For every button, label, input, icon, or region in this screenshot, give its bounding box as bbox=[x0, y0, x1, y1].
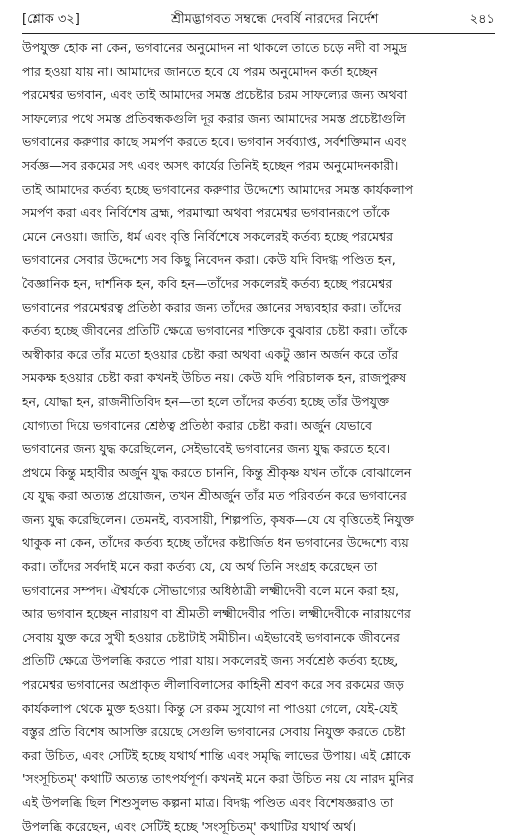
text-line: সর্বজ্ঞ—সব রকমের সৎ এবং অসৎ কার্যের তিনিই হচ্ছেন পরম অনুমোদনকারী। bbox=[22, 157, 399, 173]
text-line: পরমেশ্বর ভগবান, এবং তাই আমাদের সমস্ত প্রচেষ্টার চরম সাফল্যের জন্য অথবা bbox=[22, 87, 408, 103]
chapter-title: শ্রীমদ্ভাগবত সম্বন্ধে দেবর্ষি নারদের নির্দেশ bbox=[171, 12, 379, 27]
text-line: সেবায় যুক্ত করে সুখী হওয়ার চেষ্টাটাই সমীচীন। এইভাবেই ভগবানকে জীবনের bbox=[22, 629, 400, 645]
text-line: জন্য যুদ্ধ করেছিলেন। তেমনই, ব্যবসায়ী, শিল্পপতি, কৃষক—যে যে বৃত্তিতেই নিযুক্ত bbox=[22, 511, 414, 527]
text-line: সমর্পণ করা এবং নির্বিশেষ ব্রহ্ম, পরমাত্মা অথবা পরমেশ্বর ভগবানরূপে তাঁকে bbox=[22, 205, 390, 221]
text-line: অস্বীকার করে তাঁর মতো হওয়ার চেষ্টা করা অথবা একটু জ্ঞান অর্জন করে তাঁর bbox=[22, 346, 399, 362]
text-line: যে যুদ্ধ করা অত্যন্ত প্রয়োজন, তখন শ্রীঅর্জুন তাঁর মত পরিবর্তন করে ভগবানের bbox=[22, 488, 407, 504]
text-line: এই উপলব্ধি ছিল শিশুসুলভ কল্পনা মাত্র। বিদগ্ধ পণ্ডিত এবং বিশেষজ্ঞরাও তা bbox=[22, 795, 394, 810]
text-line: ভগবানের সম্পদ। ঐশ্বর্যকে সৌভাগ্যের অধিষ্ঠাত্রী লক্ষ্মীদেবী বলে মনে করা হয়, bbox=[22, 582, 399, 598]
text-line: প্রথমে কিন্তু মহাবীর অর্জুন যুদ্ধ করতে চাননি, কিন্তু শ্রীকৃষ্ণ যখন তাঁকে বোঝালেন bbox=[22, 464, 412, 480]
text-line: সাফল্যের পথে সমস্ত প্রতিবন্ধকগুলি দূর করার জন্য আমাদের সমস্ত প্রচেষ্টাগুলি bbox=[22, 110, 406, 126]
text-line: করা। তাঁদের সর্বদাই মনে করা কর্তব্য যে, যে অর্থ তিনি সংগ্রহ করেছেন তা bbox=[22, 559, 378, 575]
text-line: উপযুক্ত হোক না কেন, ভগবানের অনুমোদন না থাকলে তাতে চড়ে নদী বা সমুদ্র bbox=[22, 40, 407, 55]
text-line: ভগবানের পরমেশ্বরত্ব প্রতিষ্ঠা করার জন্য তাঁদের জ্ঞানের সদ্ব্যবহার করা। তাঁদের bbox=[22, 299, 402, 315]
text-line: আর ভগবান হচ্ছেন নারায়ণ বা শ্রীমতী লক্ষ্মীদেবীর পতি। লক্ষ্মীদেবীকে নারায়ণের bbox=[22, 606, 411, 622]
text-line: প্রতিটি ক্ষেত্রে উপলব্ধি করতে পারা যায়। সকলেরই জন্য সর্বশ্রেষ্ঠ কর্তব্য হচ্ছে, bbox=[22, 653, 399, 669]
verse-reference: [শ্লোক ৩২] bbox=[22, 12, 80, 27]
running-header bbox=[22, 10, 495, 34]
text-line: কার্যকলাপ থেকে মুক্ত হওয়া। কিন্তু সে রকম সুযোগ না পাওয়া গেলে, যেই-যেই bbox=[22, 700, 398, 716]
text-line: ভগবানের সেবার উদ্দেশ্যে সব কিছু নিবেদন করা। কেউ যদি বিদগ্ধ পণ্ডিত হন, bbox=[22, 252, 396, 268]
page-number: ২৪১ bbox=[469, 12, 495, 27]
purport-text bbox=[22, 36, 497, 834]
text-line: ভগবানের জন্য যুদ্ধ করেছিলেন, সেইভাবেই ভগবানের জন্য যুদ্ধ করতে হবে। bbox=[22, 441, 391, 457]
text-line: পরমেশ্বর ভগবানের অপ্রাকৃত লীলাবিলাসের কাহিনী শ্রবণ করে সব রকমের জড় bbox=[22, 677, 404, 693]
text-line: কর্তব্য হচ্ছে জীবনের প্রতিটি ক্ষেত্রে ভগবানের শক্তিকে বুঝবার চেষ্টা করা। তাঁকে bbox=[22, 323, 408, 339]
text-line: থাকুক না কেন, তাঁদের কর্তব্য হচ্ছে তাঁদের কষ্টার্জিত ধন ভগবানের উদ্দেশ্যে ব্যয় bbox=[22, 535, 409, 551]
text-line: যোগ্যতা দিয়ে ভগবানের শ্রেষ্ঠত্ব প্রতিষ্ঠা করার চেষ্টা করা। অর্জুন যেভাবে bbox=[22, 417, 372, 433]
text-line: 'সংসূচিতম্' কথাটি অত্যন্ত তাৎপর্যপূর্ণ। কখনই মনে করা উচিত নয় যে নারদ মুনির bbox=[22, 771, 414, 787]
text-line: বৈজ্ঞানিক হন, দার্শনিক হন, কবি হন—তাঁদের সকলেরই কর্তব্য হচ্ছে পরমেশ্বর bbox=[22, 275, 393, 291]
text-line: মেনে নেওয়া। জাতি, ধর্ম এবং বৃত্তি নির্বিশেষে সকলেরই কর্তব্য হচ্ছে পরমেশ্বর bbox=[22, 228, 393, 244]
text-line: তাই আমাদের কর্তব্য হচ্ছে ভগবানের করুণার উদ্দেশ্যে আমাদের সমস্ত কার্যকলাপ bbox=[22, 181, 413, 197]
header-rule bbox=[22, 33, 495, 34]
text-line: হন, যোদ্ধা হন, রাজনীতিবিদ হন—তা হলে তাঁদের কর্তব্য হচ্ছে তাঁর উপযুক্ত bbox=[22, 393, 390, 409]
text-line: করা উচিত, এবং সেটিই হচ্ছে যথার্থ শান্তি এবং সমৃদ্ধি লাভের উপায়। এই শ্লোকে bbox=[22, 747, 411, 763]
text-line: ভগবানের করুণার কাছে সমর্পণ করতে হবে। ভগবান সর্বব্যাপ্ত, সর্বশক্তিমান এবং bbox=[22, 134, 407, 150]
text-line: বস্তুর প্রতি বিশেষ আসক্তি রয়েছে সেগুলি ভগবানের সেবায় নিযুক্ত করতে চেষ্টা bbox=[22, 724, 406, 740]
text-line: সমকক্ষ হওয়ার চেষ্টা করা কখনই উচিত নয়। কেউ যদি পরিচালক হন, রাজপুরুষ bbox=[22, 370, 407, 386]
text-line: উপলব্ধি করেছেন, এবং সেটিই হচ্ছে 'সংসূচিতম্' কথাটির যথার্থ অর্থ। bbox=[22, 818, 356, 834]
text-line: পার হওয়া যায় না। আমাদের জানতে হবে যে পরম অনুমোদন কর্তা হচ্ছেন bbox=[22, 63, 378, 79]
